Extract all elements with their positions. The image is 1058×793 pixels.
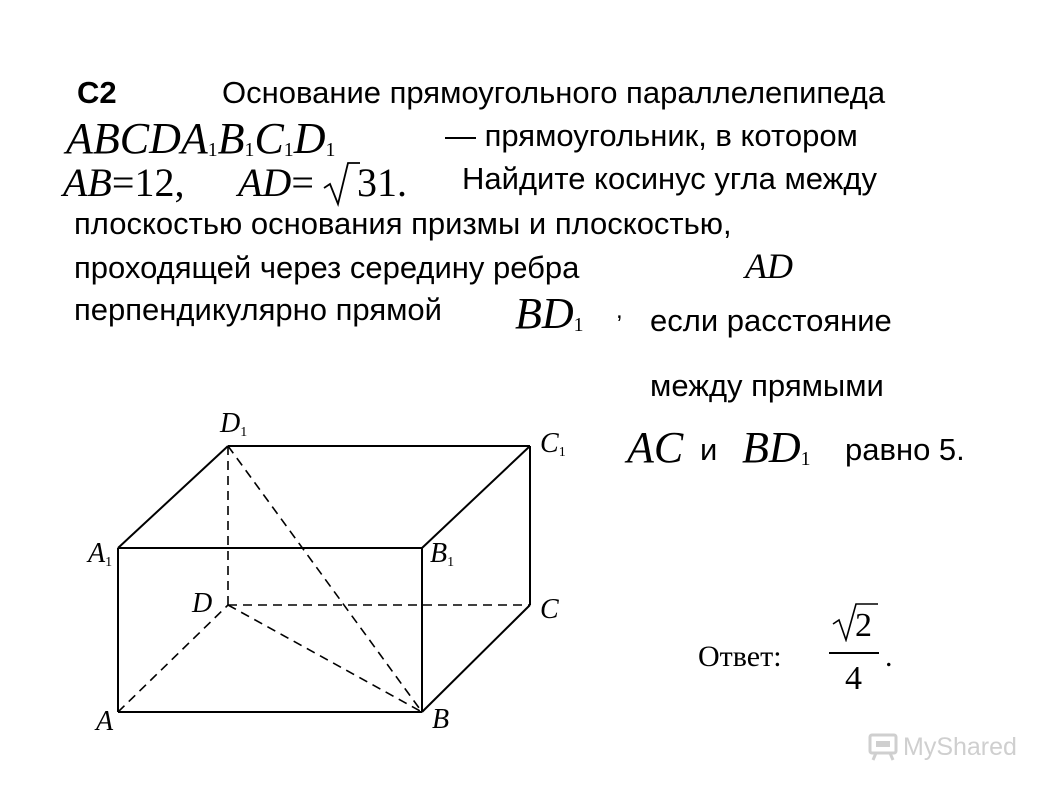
ab-equation: AB=12, <box>63 160 185 205</box>
edge-a1d1 <box>118 446 228 548</box>
prism-name: $ABCDA_1B_1C_1D_1$ <box>66 114 336 163</box>
answer-period: . <box>885 640 893 673</box>
edge-ad: AD <box>745 246 793 286</box>
answer-numerator: 2 <box>855 607 872 644</box>
ad-equation: AD= <box>238 160 314 205</box>
label-d: D <box>192 588 213 619</box>
diagonal-bd1-hidden <box>228 446 422 712</box>
label-d1: D1 <box>220 408 248 440</box>
edge-b1c1 <box>422 446 530 548</box>
line-bd1: $BD_1$ <box>515 289 584 338</box>
distance-equals: равно 5. <box>845 432 965 467</box>
diagonal-bd-hidden <box>228 605 422 712</box>
answer-denominator: 4 <box>845 660 862 697</box>
label-a1: A1 <box>88 538 113 570</box>
watermark-text: MyShared <box>903 733 1017 761</box>
presentation-board-icon <box>868 733 898 761</box>
problem-line-4: плоскостью основания призмы и плоскостью, <box>74 206 732 241</box>
problem-line-1: Основание прямоугольного параллелепипеда <box>222 75 886 110</box>
edge-ad-hidden <box>118 605 228 712</box>
and-word: и <box>700 432 718 467</box>
line-ac: AC <box>627 423 684 472</box>
problem-number: C2 <box>77 75 117 110</box>
label-a: A <box>96 706 114 737</box>
label-c: C <box>540 594 559 625</box>
fraction-bar <box>829 652 879 654</box>
problem-line-3: Найдите косинус угла между <box>462 161 878 196</box>
answer-block: Ответ: <box>698 640 782 673</box>
problem-line-7: если расстояние <box>650 303 892 338</box>
label-b: B <box>432 704 450 735</box>
line-b1d1: $BD_1$ <box>742 423 811 472</box>
problem-line-8: между прямыми <box>650 368 884 403</box>
problem-line-5: проходящей через середину ребра <box>74 250 580 285</box>
label-c1: C1 <box>540 428 566 460</box>
edge-bc <box>422 605 530 712</box>
problem-line-6: перпендикулярно прямой <box>74 292 442 327</box>
label-b1: B1 <box>430 538 455 570</box>
ad-value: 31. <box>357 160 407 205</box>
comma-mark: , <box>616 297 623 324</box>
problem-line-2: — прямоугольник, в котором <box>445 118 858 153</box>
